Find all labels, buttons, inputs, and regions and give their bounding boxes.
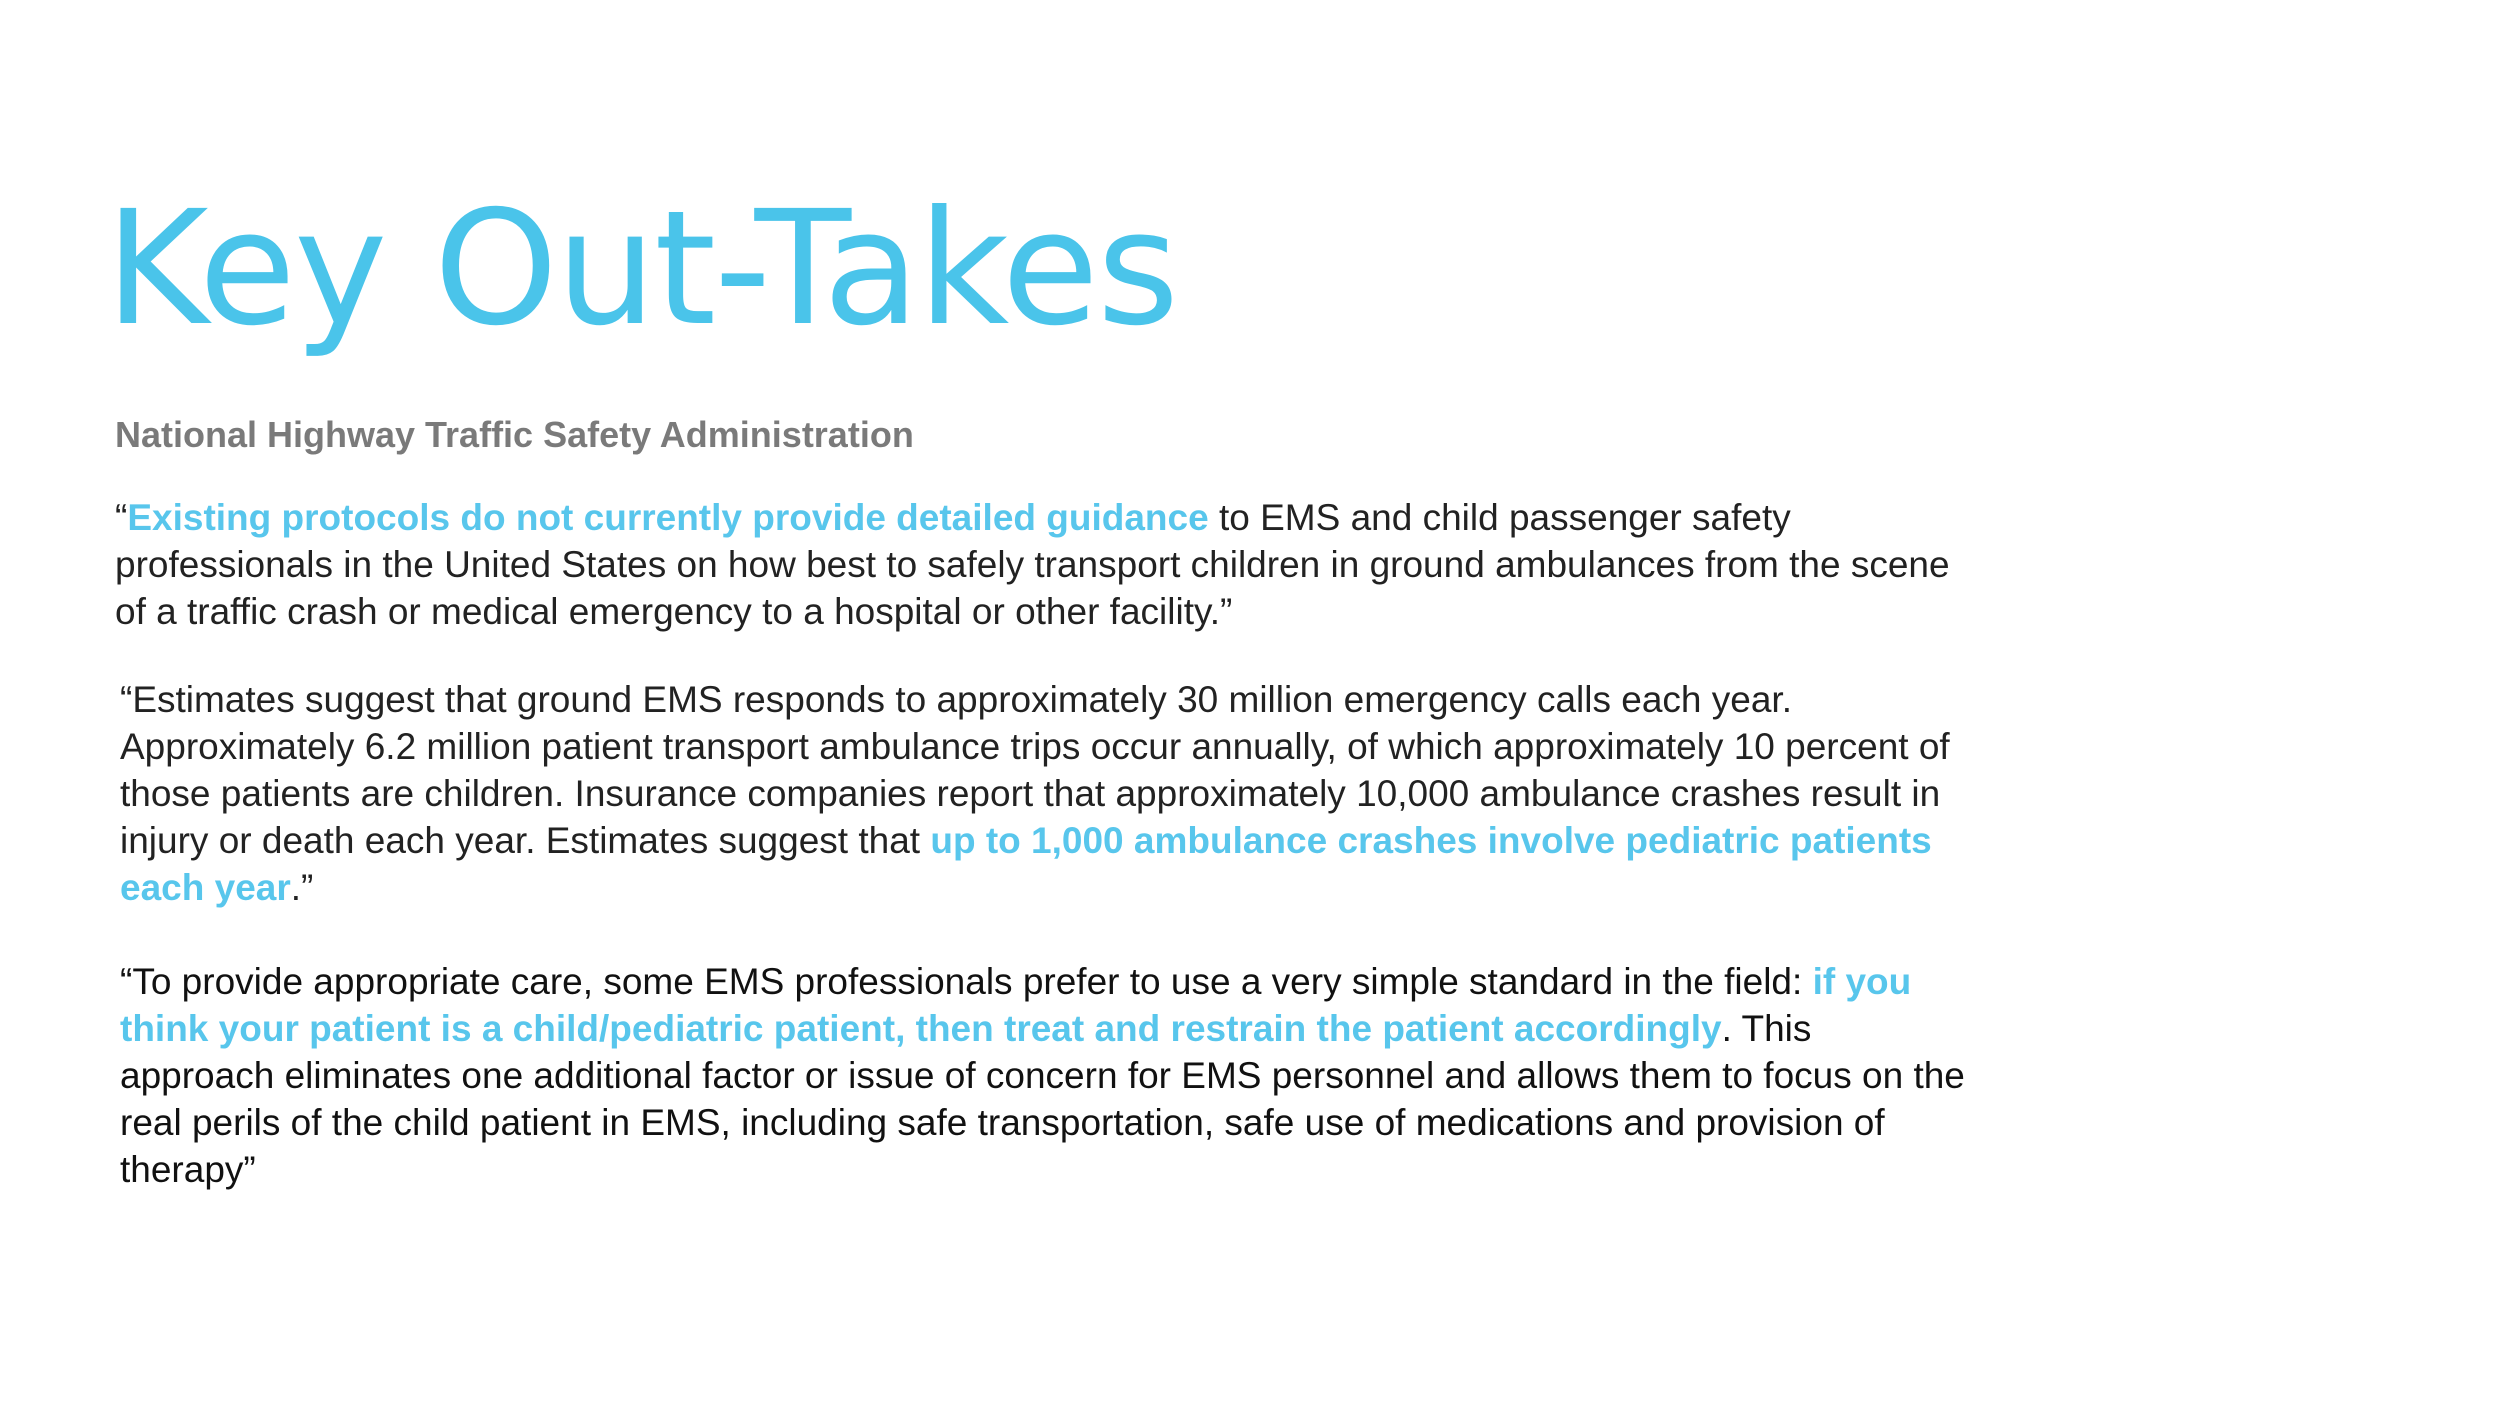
quote-3-highlight: if you think your patient is a child/pediatric patient, then treat and restrain the patient accordingly (120, 961, 1912, 1049)
quote-3-tail: . This approach eliminates one additional factor or issue of concern for EMS personnel and allows them to focus on the real perils of the child patient in EMS, including safe transportation, safe use of medications and provision of therapy” (120, 1008, 1965, 1190)
quote-1-text: to EMS and child passenger safety professionals in the United States on how best to safely transport children in ground ambulances from the scene of a traffic crash or medical emergency to a hospital or other facility.” (115, 497, 1950, 632)
quote-paragraph-1 (115, 494, 1965, 635)
quote-2-text: “Estimates suggest that ground EMS responds to approximately 30 million emergency calls each year. Approximately 6.2 million patient transport ambulance trips occur annually, of which approximately 10 percent of those patients are children. Insurance companies report that approximately 10,000 ambulance crashes result in injury or death each year. Estimates suggest that (120, 679, 1950, 861)
quote-2-tail: .” (290, 867, 314, 908)
quote-open-mark: “ (115, 497, 128, 538)
source-subtitle: National Highway Traffic Safety Administration (115, 414, 914, 455)
quote-paragraph-2 (120, 676, 1970, 911)
quote-3-text: “To provide appropriate care, some EMS professionals prefer to use a very simple standard in the field: (120, 961, 1813, 1002)
quote-paragraph-3 (120, 958, 1970, 1193)
slide-title: Key Out-Takes (105, 177, 1178, 361)
quote-2-highlight: up to 1,000 ambulance crashes involve pediatric patients each year (120, 820, 1932, 908)
quote-1-highlight: Existing protocols do not currently provide detailed guidance (127, 497, 1209, 538)
